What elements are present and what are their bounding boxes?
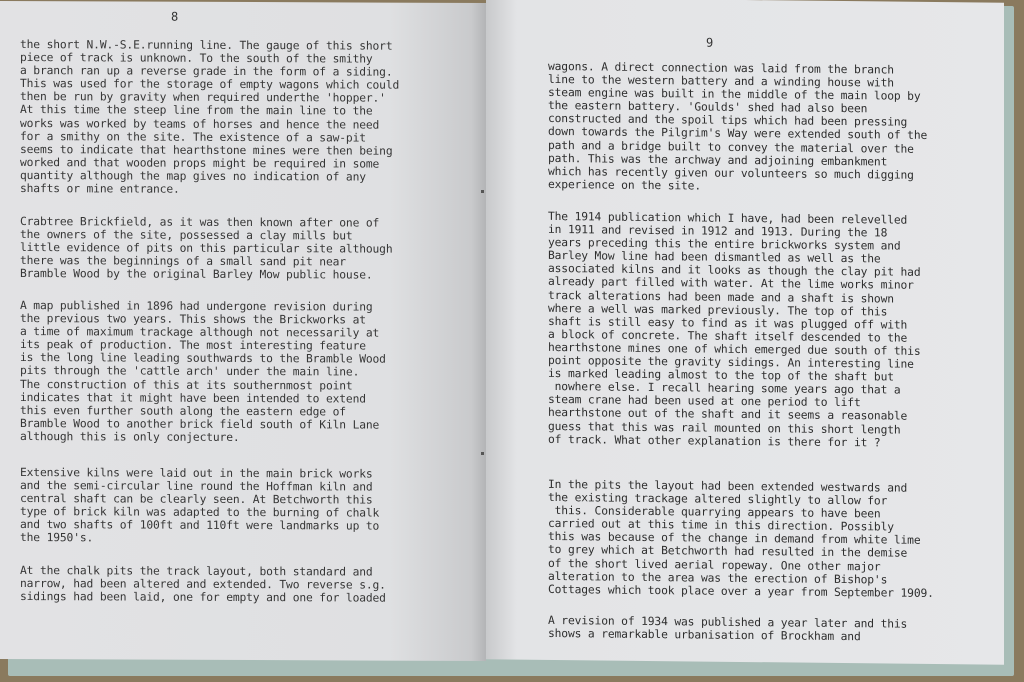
text-line: alteration to the area was the erection of Bishop's (548, 569, 888, 587)
text-line: a time of maximum trackage although not necessarily at (20, 325, 380, 340)
text-line: Bramble Wood by the original Barley Mow public house. (20, 267, 373, 282)
text-line: At this time the steep line from the main line to the (20, 103, 373, 119)
text-line: of track. What other explanation is there for it ? (548, 432, 881, 450)
text-line: central shaft can be clearly seen. At Betchworth this (20, 492, 373, 507)
text-line: where a well was marked previously. The top of this (548, 301, 888, 319)
text-line: track alterations had been made and a shaft is shown (548, 288, 894, 306)
text-line: which has recently given our volunteers so much digging (548, 164, 914, 182)
paragraph (20, 564, 386, 605)
text-line: and the semi-circular line round the Hoffman kiln and (20, 479, 373, 494)
text-line: path and a bridge built to convey the material over the (548, 138, 914, 156)
text-line: down towards the Pilgrim's Way were extended south of the (548, 125, 928, 143)
text-line: for a smithy on the site. The existence of a saw-pit (20, 129, 366, 145)
text-line: pits through the 'cattle arch' under the main line. (20, 364, 360, 379)
text-line: of the short lived aerial ropeway. One other major (548, 556, 881, 573)
text-line: and two shafts of 100ft and 110ft were landmarks up to (20, 518, 380, 533)
text-line: its peak of production. The most interesting feature (20, 338, 366, 353)
text-line: Crabtree Brickfield, as it was then known after one of (20, 215, 380, 230)
text-line: the owners of the site, possessed a clay mills but (20, 228, 353, 243)
right-page-body (486, 0, 1004, 644)
text-line: associated kilns and it looks as though the clay pit had (548, 262, 921, 280)
paragraph (548, 478, 934, 600)
paragraph (20, 215, 392, 282)
text-line: This was used for the storage of empty wagons which could (20, 77, 400, 92)
text-line: shows a remarkable urbanisation of Brockham and (548, 627, 861, 644)
text-line: steam engine was built in the middle of the main loop by (548, 86, 921, 104)
text-line: constructed and the spoil tips which had been pressing (548, 112, 908, 130)
paragraph (548, 210, 920, 450)
text-line: Bramble Wood to another brick field south of Kiln Lane (20, 416, 380, 432)
paragraph (20, 299, 386, 445)
text-line: Barley Mow line had been dismantled as well as the (548, 249, 881, 266)
text-line: there was the beginnings of a small sand pit near (20, 254, 346, 269)
text-line: path. This was the archway and adjoining embankment (548, 151, 888, 169)
text-line: point opposite the gravity sidings. An interesting line (548, 353, 914, 371)
text-line: this even further south along the eastern edge of (20, 403, 346, 419)
text-line: already part filled with water. At the lime works minor (548, 275, 914, 293)
text-line: this. Considerable quarrying appears to have been (548, 504, 881, 521)
paragraph (20, 38, 399, 197)
text-line: line to the western battery and a winding house with (548, 73, 894, 90)
text-line: A revision of 1934 was published a year later and this (548, 613, 908, 631)
text-line: is marked leading almost to the top of the shaft but (548, 367, 894, 384)
left-page-body (0, 1, 486, 605)
text-line: quantity although the map gives no indication of any (20, 168, 366, 184)
text-line: worked and that wooden props might be required in some (20, 155, 380, 171)
text-line: the previous two years. This shows the Brickworks at (20, 312, 366, 327)
text-line: shaft is still easy to find as it was plugged off with (548, 314, 908, 332)
text-line: piece of track is unknown. To the south of the smithy (20, 51, 373, 66)
text-line: years preceding this the entire brickworks system and (548, 236, 901, 253)
text-line: A map published in 1896 had undergone revision during (20, 299, 373, 314)
text-line: sidings had been laid, one for empty and one for loaded (20, 590, 386, 605)
text-line: shafts or mine entrance. (20, 182, 180, 196)
text-line: seems to indicate that hearthstone mines were then being (20, 142, 393, 158)
text-line: wagons. A direct connection was laid from the branch (548, 59, 894, 77)
text-line: little evidence of pits on this particular site although (20, 241, 393, 256)
paragraph (20, 466, 379, 546)
text-line: in 1911 and revised in 1912 and 1913. During the 18 (548, 223, 888, 240)
right-page (486, 0, 1004, 665)
text-line: to grey which at Betchworth had resulted in the demise (548, 543, 908, 561)
text-line: the 1950's. (20, 531, 94, 545)
text-line: is the long line leading southwards to the Bramble Wood (20, 351, 386, 366)
paragraph (548, 614, 907, 644)
text-line: The construction of this at its southernmost point (20, 377, 353, 393)
text-line: type of brick kiln was adapted to the burning of chalk (20, 505, 380, 520)
paragraph (548, 60, 927, 195)
right-page-number: 9 (706, 35, 714, 50)
staple-mark (481, 190, 484, 193)
text-line: hearthstone mines one of which emerged due south of this (548, 340, 921, 358)
text-line: a branch ran up a reverse grade in the form of a siding. (20, 64, 393, 79)
text-line: At the chalk pits the track layout, both standard and (20, 564, 373, 579)
left-page (0, 1, 486, 661)
text-line: In the pits the layout had been extended westwards and (548, 477, 908, 495)
text-line: although this is only conjecture. (20, 429, 240, 444)
text-line: a block of concrete. The shaft itself descended to the (548, 327, 908, 345)
text-line: the eastern battery. 'Goulds' shed had also been (548, 99, 868, 116)
text-line: steam crane had been used at one period to lift (548, 393, 861, 410)
staple-mark (481, 452, 484, 455)
text-line: the existing trackage altered slightly to allow for (548, 491, 888, 508)
text-line: carried out at this time in this direction. Possibly (548, 517, 894, 534)
text-line: works was worked by teams of horses and hence the need (20, 116, 380, 132)
text-line: experience on the site. (548, 177, 701, 193)
text-line: guess that this was rail mounted on this short length (548, 419, 901, 437)
text-line: the short N.W.-S.E.running line. The gauge of this short (20, 38, 393, 53)
left-page-number: 8 (171, 9, 179, 24)
text-line: nowhere else. I recall hearing some years ago that a (548, 380, 901, 397)
text-line: narrow, had been altered and extended. Two reverse s.g. (20, 577, 386, 592)
text-line: The 1914 publication which I have, had been relevelled (548, 209, 908, 227)
text-line: Cottages which took place over a year from September 1909. (548, 582, 934, 600)
text-line: Extensive kilns were laid out in the main brick works (20, 466, 373, 481)
text-line: hearthstone out of the shaft and it seems a reasonable (548, 406, 908, 424)
text-line: this was because of the change in demand from white lime (548, 530, 921, 548)
text-line: then be run by gravity when required underthe 'hopper.' (20, 90, 386, 105)
text-line: indicates that it might have been intended to extend (20, 390, 366, 406)
